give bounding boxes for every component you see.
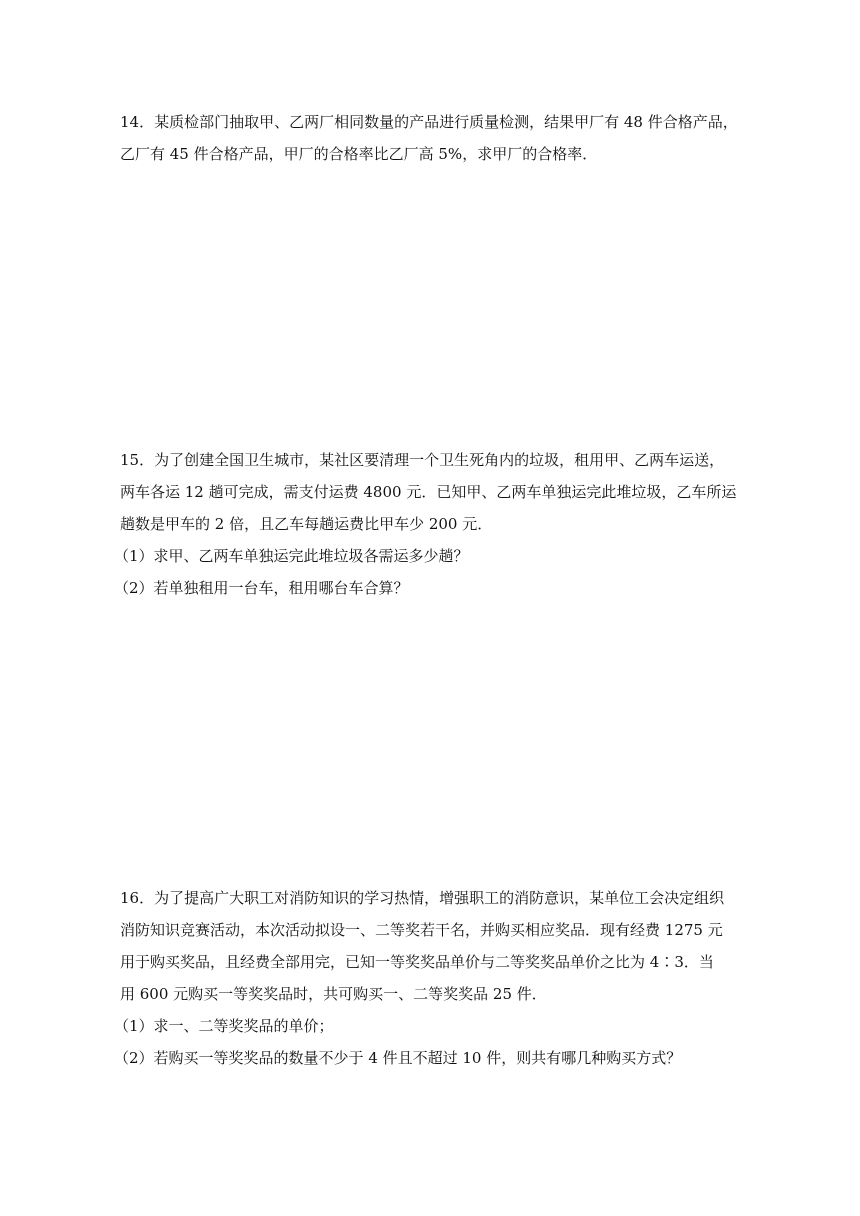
problem-text-line: 15．为了创建全国卫生城市，某社区要清理一个卫生死角内的垃圾，租用甲、乙两车运送， [120, 451, 725, 469]
sub-question-2: （2）若单独租用一台车，租用哪台车合算？ [114, 579, 409, 597]
sub-question-1: （1）求一、二等奖奖品的单价； [114, 1017, 334, 1035]
problem-text-line: 两车各运 12 趟可完成，需支付运费 4800 元．已知甲、乙两车单独运完此堆垃圾，乙车所运 [120, 483, 737, 501]
problem-16 [114, 882, 740, 1074]
problem-text-line: 消防知识竞赛活动，本次活动拟设一、二等奖若干名，并购买相应奖品．现有经费 1275 元 [120, 921, 723, 939]
problem-text-line: 乙厂有 45 件合格产品，甲厂的合格率比乙厂高 5%，求甲厂的合格率． [120, 145, 598, 163]
problem-14 [120, 106, 740, 170]
problem-text-line: 用 600 元购买一等奖奖品时，共可购买一、二等奖奖品 25 件． [120, 985, 547, 1003]
sub-question-1: （1）求甲、乙两车单独运完此堆垃圾各需运多少趟？ [114, 547, 469, 565]
problem-text-line: 趟数是甲车的 2 倍，且乙车每趟运费比甲车少 200 元． [120, 515, 493, 533]
sub-question-2: （2）若购买一等奖奖品的数量不少于 4 件且不超过 10 件，则共有哪几种购买方式？ [114, 1049, 682, 1067]
problem-15 [114, 444, 740, 604]
problem-text-line: 14．某质检部门抽取甲、乙两厂相同数量的产品进行质量检测，结果甲厂有 48 件合格产品， [120, 113, 738, 131]
problem-text-line: 16．为了提高广大职工对消防知识的学习热情，增强职工的消防意识，某单位工会决定组织 [120, 889, 725, 907]
problem-text-line: 用于购买奖品，且经费全部用完，已知一等奖奖品单价与二等奖奖品单价之比为 4∶3．当 [120, 953, 714, 971]
